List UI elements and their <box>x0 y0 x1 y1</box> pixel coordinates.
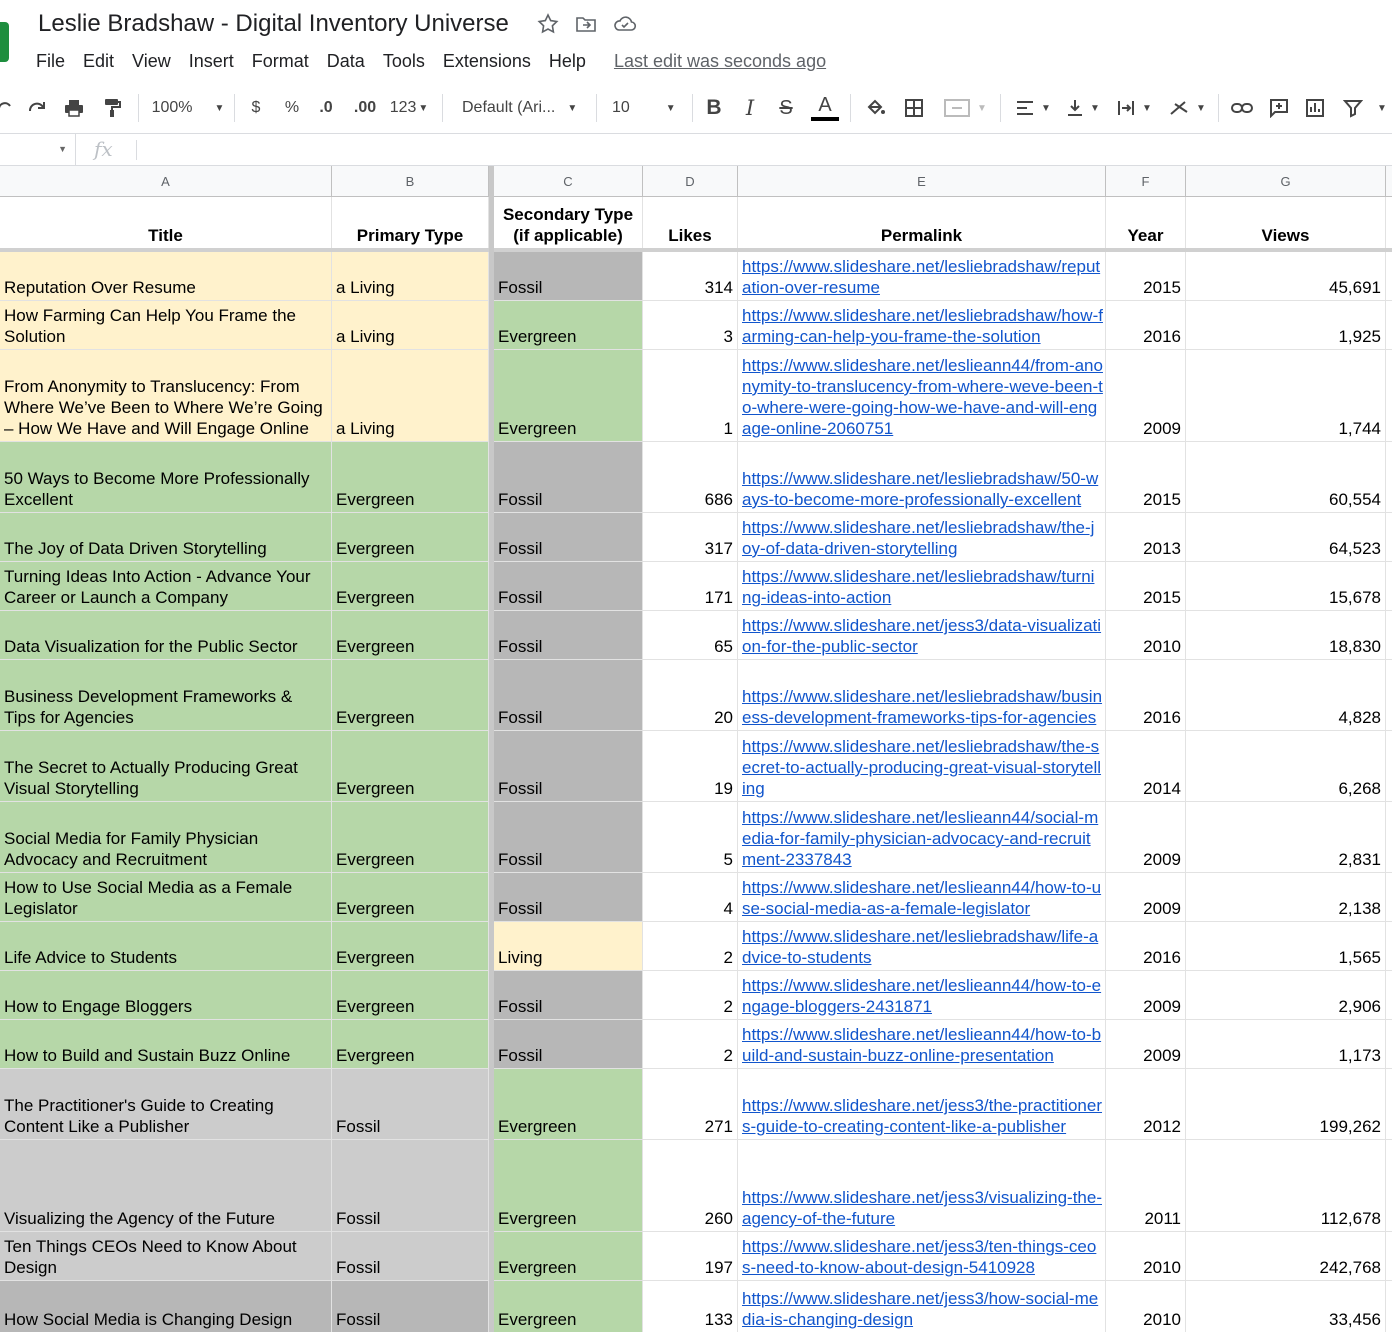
cell-views[interactable]: 6,268 <box>1186 731 1386 801</box>
cell-secondary[interactable]: Fossil <box>494 513 643 561</box>
table-row <box>0 513 1392 562</box>
cell-likes[interactable]: 2 <box>643 1020 738 1068</box>
cell-link[interactable]: https://www.slideshare.net/lesliebradshaw/the-joy-of-data-driven-storytelling <box>738 513 1106 561</box>
header-year[interactable]: Year <box>1106 197 1186 248</box>
cell-likes[interactable]: 686 <box>643 442 738 512</box>
cell-primary[interactable]: Evergreen <box>332 922 489 970</box>
cell-views[interactable]: 1,925 <box>1186 301 1386 349</box>
italic-button[interactable]: I <box>745 96 755 120</box>
header-row <box>0 197 1392 252</box>
cell-primary[interactable]: Evergreen <box>332 873 489 921</box>
last-edit-link[interactable]: Last edit was seconds ago <box>613 50 827 71</box>
cell-secondary[interactable]: Fossil <box>494 873 643 921</box>
table-row <box>0 873 1392 922</box>
cell-primary[interactable]: Evergreen <box>332 513 489 561</box>
cell-secondary[interactable]: Fossil <box>494 562 643 610</box>
cell-views[interactable]: 60,554 <box>1186 442 1386 512</box>
cell-primary[interactable]: a Living <box>332 301 489 349</box>
cell-likes[interactable]: 271 <box>643 1069 738 1139</box>
menu-bar <box>36 48 826 74</box>
cell-primary[interactable]: Evergreen <box>332 1020 489 1068</box>
column-headers <box>0 166 1392 197</box>
cell-secondary[interactable]: Fossil <box>494 1020 643 1068</box>
table-row <box>0 301 1392 350</box>
cell-likes[interactable]: 197 <box>643 1232 738 1280</box>
cell-likes[interactable]: 3 <box>643 301 738 349</box>
cell-title[interactable]: Ten Things CEOs Need to Know About Design <box>0 1232 332 1280</box>
cell-year[interactable]: 2010 <box>1106 1281 1186 1332</box>
cell-views[interactable]: 1,565 <box>1186 922 1386 970</box>
decrease-decimals-button[interactable]: .0 <box>319 99 333 116</box>
header-primary-type[interactable]: Primary Type <box>332 197 489 248</box>
cell-views[interactable]: 64,523 <box>1186 513 1386 561</box>
text-color-button[interactable]: A <box>810 82 840 134</box>
header-title[interactable]: Title <box>0 197 332 248</box>
cell-year[interactable]: 2015 <box>1106 252 1186 300</box>
cell-title[interactable]: Reputation Over Resume <box>0 252 332 300</box>
cell-link[interactable]: https://www.slideshare.net/jess3/data-visualization-for-the-public-sector <box>738 611 1106 659</box>
document-title[interactable]: Leslie Bradshaw - Digital Inventory Universe <box>38 10 509 37</box>
cell-title[interactable]: Business Development Frameworks & Tips for Agencies <box>0 660 332 730</box>
cell-year[interactable]: 2009 <box>1106 873 1186 921</box>
more-formats-label: 123 <box>389 99 417 116</box>
zoom-select[interactable]: 100% ▼ <box>151 99 225 116</box>
paint-format-icon[interactable] <box>98 82 126 134</box>
cell-year[interactable]: 2012 <box>1106 1069 1186 1139</box>
app-header <box>0 0 1392 82</box>
cell-link[interactable]: https://www.slideshare.net/lesliebradshaw/reputation-over-resume <box>738 252 1106 300</box>
cell-title[interactable]: How Social Media is Changing Design <box>0 1281 332 1332</box>
cell-likes[interactable]: 19 <box>643 731 738 801</box>
cell-title[interactable]: How to Build and Sustain Buzz Online <box>0 1020 332 1068</box>
table-row <box>0 1140 1392 1232</box>
menu-edit[interactable]: Edit <box>83 50 115 71</box>
table-row <box>0 1020 1392 1069</box>
table-row <box>0 1232 1392 1281</box>
chevron-down-icon: ▼ <box>58 144 67 154</box>
table-row <box>0 731 1392 802</box>
cell-views[interactable]: 45,691 <box>1186 252 1386 300</box>
cell-primary[interactable]: Fossil <box>332 1232 489 1280</box>
table-row <box>0 611 1392 660</box>
cell-primary[interactable]: Fossil <box>332 1069 489 1139</box>
formula-separator <box>136 140 137 160</box>
cell-title[interactable]: Social Media for Family Physician Advocacy and Recruitment <box>0 802 332 872</box>
cell-year[interactable]: 2010 <box>1106 611 1186 659</box>
cell-likes[interactable]: 133 <box>643 1281 738 1332</box>
cell-views[interactable]: 4,828 <box>1186 660 1386 730</box>
horizontal-align-icon[interactable]: ▼ <box>1010 82 1056 134</box>
menu-insert[interactable]: Insert <box>188 50 234 71</box>
table-row <box>0 442 1392 513</box>
cell-year[interactable]: 2014 <box>1106 731 1186 801</box>
cell-secondary[interactable]: Evergreen <box>494 1281 643 1332</box>
cell-secondary[interactable]: Fossil <box>494 442 643 512</box>
column-header-e[interactable]: E <box>738 166 1106 197</box>
table-row <box>0 350 1392 442</box>
cell-year[interactable]: 2009 <box>1106 971 1186 1019</box>
header-permalink[interactable]: Permalink <box>738 197 1106 248</box>
redo-icon[interactable] <box>24 82 52 134</box>
fill-color-icon[interactable] <box>862 82 888 134</box>
cell-year[interactable]: 2009 <box>1106 1020 1186 1068</box>
cell-year[interactable]: 2013 <box>1106 513 1186 561</box>
menu-data[interactable]: Data <box>326 50 365 71</box>
cell-secondary[interactable]: Living <box>494 922 643 970</box>
cell-views[interactable]: 1,173 <box>1186 1020 1386 1068</box>
cell-primary[interactable]: Fossil <box>332 1281 489 1332</box>
cell-year[interactable]: 2009 <box>1106 350 1186 441</box>
cell-primary[interactable]: Evergreen <box>332 971 489 1019</box>
cell-primary[interactable]: Fossil <box>332 1140 489 1231</box>
font-size-select[interactable]: 10 ▼ <box>612 99 676 116</box>
formula-bar <box>0 134 1392 166</box>
cell-primary[interactable]: Evergreen <box>332 802 489 872</box>
menu-format[interactable]: Format <box>251 50 309 71</box>
toolbar-separator <box>1000 94 1001 122</box>
cell-views[interactable]: 2,906 <box>1186 971 1386 1019</box>
cell-likes[interactable]: 2 <box>643 922 738 970</box>
cell-link[interactable]: https://www.slideshare.net/leslieann44/how-to-use-social-media-as-a-female-legislator <box>738 873 1106 921</box>
filter-icon[interactable]: ▼ <box>1340 82 1390 134</box>
cell-primary[interactable]: a Living <box>332 350 489 441</box>
cell-title[interactable]: Data Visualization for the Public Sector <box>0 611 332 659</box>
cell-likes[interactable]: 65 <box>643 611 738 659</box>
more-formats-button[interactable]: 123 ▼ <box>389 99 429 116</box>
undo-icon[interactable] <box>0 82 16 134</box>
cell-secondary[interactable]: Evergreen <box>494 1232 643 1280</box>
font-size-value: 10 <box>612 99 630 116</box>
cell-link[interactable]: https://www.slideshare.net/leslieann44/how-to-engage-bloggers-2431871 <box>738 971 1106 1019</box>
header-secondary-type[interactable]: Secondary Type (if applicable) <box>494 197 643 248</box>
cell-views[interactable]: 33,456 <box>1186 1281 1386 1332</box>
cell-title[interactable]: How to Engage Bloggers <box>0 971 332 1019</box>
cell-year[interactable]: 2010 <box>1106 1232 1186 1280</box>
cell-link[interactable]: https://www.slideshare.net/lesliebradshaw/the-secret-to-actually-producing-great-visual-storytelling <box>738 731 1106 801</box>
cell-link[interactable]: https://www.slideshare.net/jess3/ten-things-ceos-need-to-know-about-design-5410928 <box>738 1232 1106 1280</box>
table-row <box>0 1281 1392 1332</box>
cell-secondary[interactable]: Evergreen <box>494 1140 643 1231</box>
table-row <box>0 660 1392 731</box>
cell-likes[interactable]: 20 <box>643 660 738 730</box>
merge-cells-icon[interactable]: ▼ <box>938 82 992 134</box>
cell-title[interactable]: Life Advice to Students <box>0 922 332 970</box>
menu-help[interactable]: Help <box>548 50 586 71</box>
cell-primary[interactable]: Evergreen <box>332 442 489 512</box>
column-header-c[interactable]: C <box>494 166 643 197</box>
print-icon[interactable] <box>60 82 88 134</box>
cell-year[interactable]: 2015 <box>1106 442 1186 512</box>
percent-format-button[interactable]: % <box>284 99 300 116</box>
cell-primary[interactable]: a Living <box>332 252 489 300</box>
spreadsheet-grid <box>0 166 1392 1332</box>
cell-secondary[interactable]: Fossil <box>494 660 643 730</box>
cell-secondary[interactable]: Evergreen <box>494 1069 643 1139</box>
cell-link[interactable]: https://www.slideshare.net/lesliebradshaw/turning-ideas-into-action <box>738 562 1106 610</box>
column-header-f[interactable]: F <box>1106 166 1186 197</box>
cell-title[interactable]: How to Use Social Media as a Female Legislator <box>0 873 332 921</box>
cell-link[interactable]: https://www.slideshare.net/lesliebradshaw/life-advice-to-students <box>738 922 1106 970</box>
bold-button[interactable]: B <box>706 96 722 119</box>
cell-views[interactable]: 15,678 <box>1186 562 1386 610</box>
cell-year[interactable]: 2016 <box>1106 922 1186 970</box>
cell-primary[interactable]: Evergreen <box>332 611 489 659</box>
font-value: Default (Ari... <box>462 99 556 116</box>
menu-extensions[interactable]: Extensions <box>442 50 531 71</box>
toolbar-separator <box>1218 94 1219 122</box>
cell-likes[interactable]: 1 <box>643 350 738 441</box>
menu-file[interactable]: File <box>36 50 66 71</box>
cell-secondary[interactable]: Evergreen <box>494 350 643 441</box>
table-row <box>0 1069 1392 1140</box>
header-likes[interactable]: Likes <box>643 197 738 248</box>
cell-title[interactable]: The Secret to Actually Producing Great Visual Storytelling <box>0 731 332 801</box>
cell-year[interactable]: 2015 <box>1106 562 1186 610</box>
cell-title[interactable]: Turning Ideas Into Action - Advance Your Career or Launch a Company <box>0 562 332 610</box>
cloud-saved-icon[interactable] <box>612 12 636 36</box>
cell-title[interactable]: The Practitioner's Guide to Creating Content Like a Publisher <box>0 1069 332 1139</box>
frozen-column-divider[interactable] <box>489 166 494 1332</box>
font-select[interactable]: Default (Ari... ▼ <box>462 99 578 116</box>
cell-year[interactable]: 2016 <box>1106 660 1186 730</box>
name-box[interactable] <box>0 134 76 165</box>
cell-secondary[interactable]: Fossil <box>494 731 643 801</box>
cell-link[interactable]: https://www.slideshare.net/leslieann44/how-to-build-and-sustain-buzz-online-presentation <box>738 1020 1106 1068</box>
cell-likes[interactable]: 317 <box>643 513 738 561</box>
zoom-value: 100% <box>151 99 193 116</box>
column-header-g[interactable]: G <box>1186 166 1386 197</box>
sheets-logo-icon[interactable] <box>0 22 9 62</box>
insert-comment-icon[interactable] <box>1266 82 1292 134</box>
cell-views[interactable]: 18,830 <box>1186 611 1386 659</box>
cell-link[interactable]: https://www.slideshare.net/leslieann44/from-anonymity-to-translucency-from-where-weve-been-to-where-were-going-how-we-have-and-will-engage-online-2060751 <box>738 350 1106 441</box>
text-rotation-icon[interactable]: ▼ <box>1164 82 1210 134</box>
cell-link[interactable]: https://www.slideshare.net/jess3/visualizing-the-agency-of-the-future <box>738 1140 1106 1231</box>
cell-likes[interactable]: 171 <box>643 562 738 610</box>
table-row <box>0 802 1392 873</box>
column-header-a[interactable]: A <box>0 166 332 197</box>
cell-link[interactable]: https://www.slideshare.net/leslieann44/social-media-for-family-physician-advocacy-and-recruitment-2337843 <box>738 802 1106 872</box>
star-icon[interactable] <box>536 12 560 36</box>
table-row <box>0 562 1392 611</box>
toolbar-separator <box>234 94 235 122</box>
cell-title[interactable]: How Farming Can Help You Frame the Solution <box>0 301 332 349</box>
cell-link[interactable]: https://www.slideshare.net/lesliebradshaw/business-development-frameworks-tips-for-agencies <box>738 660 1106 730</box>
cell-link[interactable]: https://www.slideshare.net/jess3/how-social-media-is-changing-design <box>738 1281 1106 1332</box>
cell-secondary[interactable]: Fossil <box>494 971 643 1019</box>
cell-year[interactable]: 2011 <box>1106 1140 1186 1231</box>
cell-views[interactable]: 112,678 <box>1186 1140 1386 1231</box>
toolbar-separator <box>138 94 139 122</box>
cell-primary[interactable]: Evergreen <box>332 660 489 730</box>
table-row <box>0 971 1392 1020</box>
title-icons <box>536 12 636 36</box>
cell-link[interactable]: https://www.slideshare.net/jess3/the-practitioners-guide-to-creating-content-like-a-publisher <box>738 1069 1106 1139</box>
cell-likes[interactable]: 2 <box>643 971 738 1019</box>
insert-link-icon[interactable] <box>1228 82 1256 134</box>
cell-primary[interactable]: Evergreen <box>332 562 489 610</box>
cell-secondary[interactable]: Fossil <box>494 611 643 659</box>
menu-view[interactable]: View <box>132 50 171 71</box>
column-header-d[interactable]: D <box>643 166 738 197</box>
table-row <box>0 922 1392 971</box>
cell-title[interactable]: The Joy of Data Driven Storytelling <box>0 513 332 561</box>
borders-icon[interactable] <box>900 82 928 134</box>
currency-format-button[interactable]: $ <box>251 99 261 116</box>
cell-views[interactable]: 2,831 <box>1186 802 1386 872</box>
header-views[interactable]: Views <box>1186 197 1386 248</box>
cell-secondary[interactable]: Fossil <box>494 252 643 300</box>
increase-decimals-button[interactable]: .00 <box>353 99 377 116</box>
cell-year[interactable]: 2016 <box>1106 301 1186 349</box>
menu-tools[interactable]: Tools <box>382 50 425 71</box>
cell-views[interactable]: 2,138 <box>1186 873 1386 921</box>
cell-likes[interactable]: 5 <box>643 802 738 872</box>
toolbar-separator <box>692 94 693 122</box>
toolbar-separator <box>850 94 851 122</box>
strikethrough-button[interactable]: S <box>779 96 793 119</box>
cell-likes[interactable]: 260 <box>643 1140 738 1231</box>
insert-chart-icon[interactable] <box>1302 82 1328 134</box>
toolbar-separator <box>596 94 597 122</box>
move-folder-icon[interactable] <box>574 12 598 36</box>
vertical-align-icon[interactable]: ▼ <box>1062 82 1104 134</box>
cell-secondary[interactable]: Evergreen <box>494 301 643 349</box>
column-header-b[interactable]: B <box>332 166 489 197</box>
cell-secondary[interactable]: Fossil <box>494 802 643 872</box>
cell-title[interactable]: From Anonymity to Translucency: From Where We’ve Been to Where We’re Going – How We Have and Will Engage Online <box>0 350 332 441</box>
cell-views[interactable]: 199,262 <box>1186 1069 1386 1139</box>
fx-icon: fx <box>94 137 113 161</box>
cell-title[interactable]: 50 Ways to Become More Professionally Excellent <box>0 442 332 512</box>
cell-views[interactable]: 1,744 <box>1186 350 1386 441</box>
cell-title[interactable]: Visualizing the Agency of the Future <box>0 1140 332 1231</box>
table-row <box>0 252 1392 301</box>
toolbar <box>0 82 1392 134</box>
toolbar-separator <box>442 94 443 122</box>
cell-likes[interactable]: 314 <box>643 252 738 300</box>
cell-primary[interactable]: Evergreen <box>332 731 489 801</box>
cell-link[interactable]: https://www.slideshare.net/lesliebradshaw/50-ways-to-become-more-professionally-excellent <box>738 442 1106 512</box>
cell-likes[interactable]: 4 <box>643 873 738 921</box>
cell-views[interactable]: 242,768 <box>1186 1232 1386 1280</box>
cell-year[interactable]: 2009 <box>1106 802 1186 872</box>
cell-link[interactable]: https://www.slideshare.net/lesliebradshaw/how-farming-can-help-you-frame-the-solution <box>738 301 1106 349</box>
text-wrapping-icon[interactable]: ▼ <box>1112 82 1156 134</box>
